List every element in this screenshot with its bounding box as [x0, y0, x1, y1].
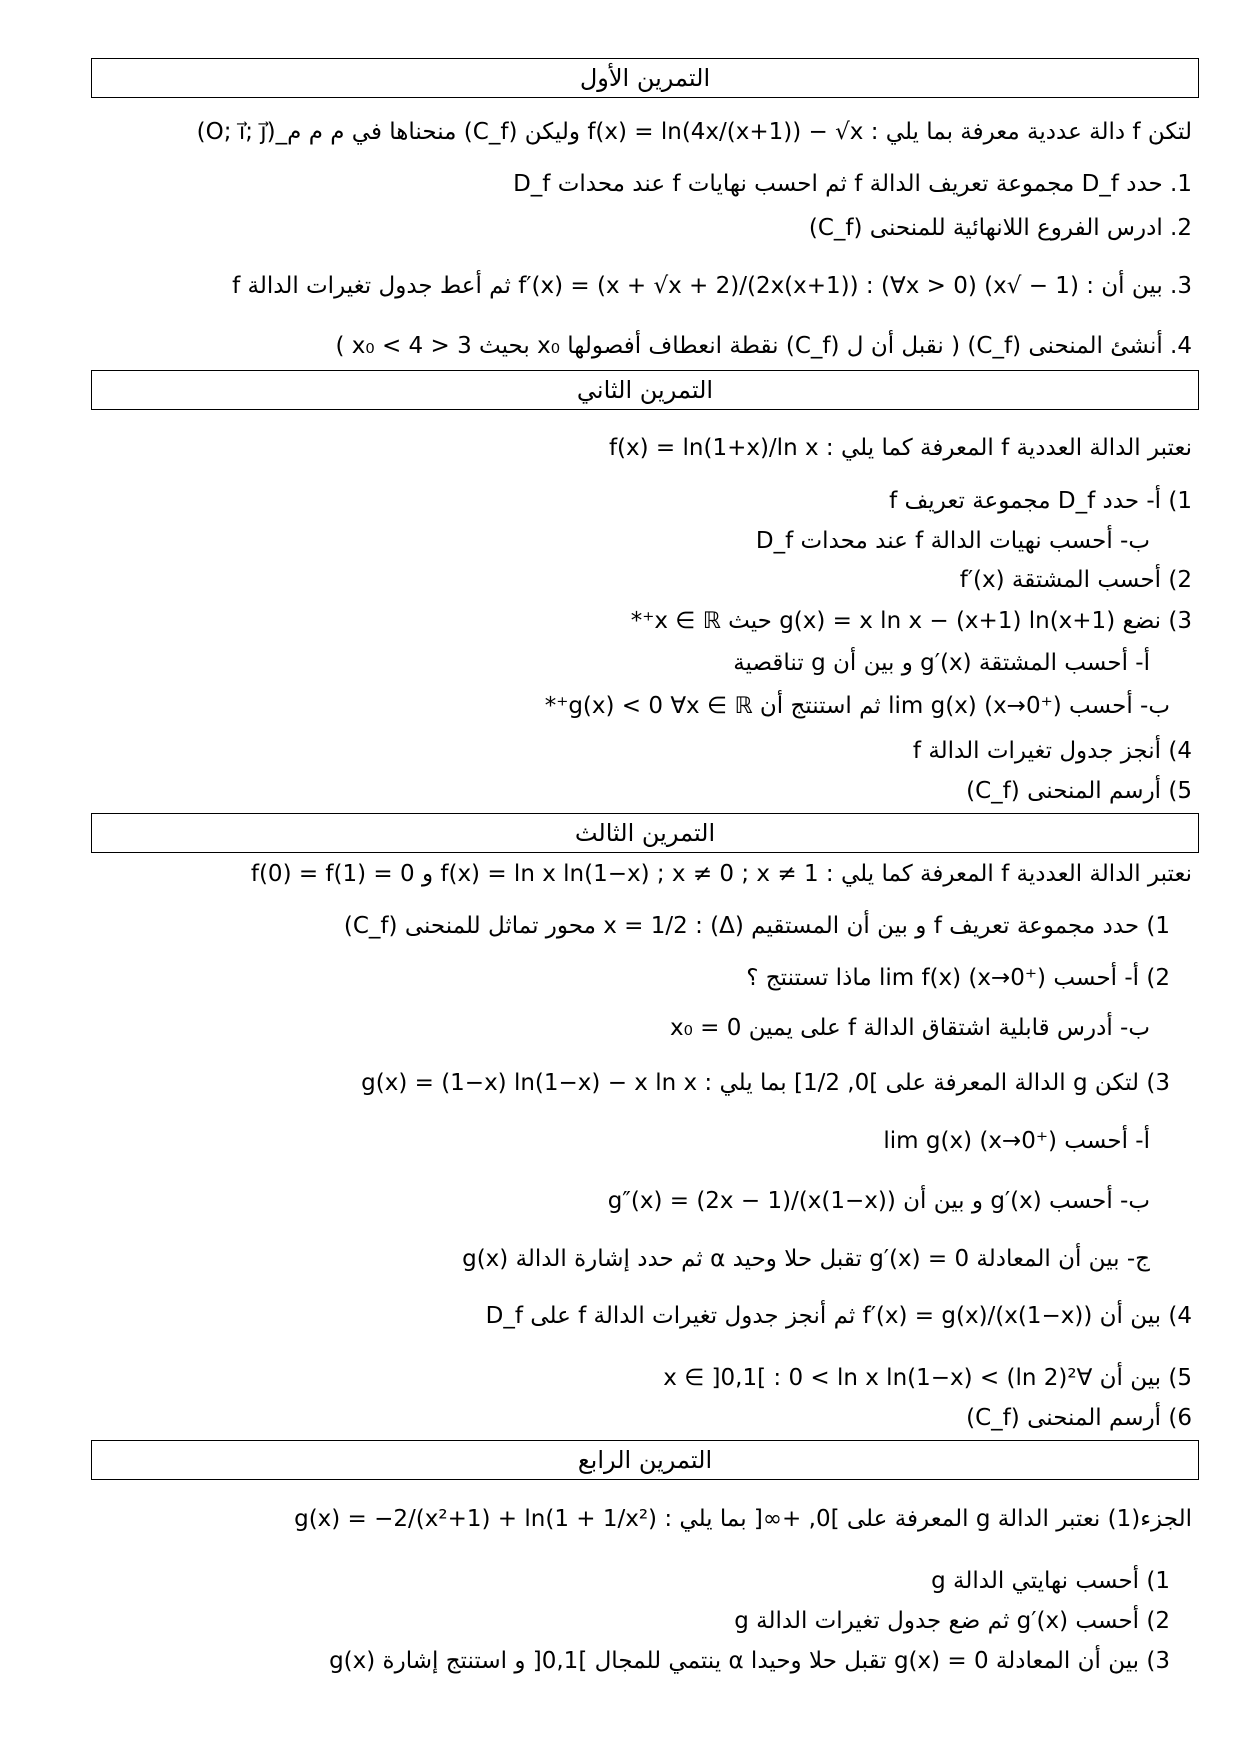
exercise-2-title: التمرين الثاني: [91, 370, 1199, 410]
exercise-3-question-2b: ب- أدرس قابلية اشتقاق الدالة f على يمين x₀ = 0: [670, 1015, 1150, 1041]
exercise-1-title: التمرين الأول: [91, 58, 1199, 98]
exercise-4-question-1: 1) أحسب نهايتي الدالة g: [931, 1568, 1170, 1594]
exercise-3-question-2a: 2) أ- أحسب lim f(x) (x→0⁺) ماذا تستنتج ؟: [746, 965, 1170, 991]
exercise-4-question-2: 2) أحسب g′(x) ثم ضع جدول تغيرات الدالة g: [734, 1608, 1170, 1634]
exercise-2-question-3b: ب- أحسب lim g(x) (x→0⁺) ثم استنتج أن g(x) < 0 ∀x ∈ ℝ⁺*: [544, 693, 1170, 719]
exercise-1-question-1: 1. حدد D_f مجموعة تعريف الدالة f ثم احسب نهايات f عند محدات D_f: [513, 171, 1192, 197]
exercise-3-question-1: 1) حدد مجموعة تعريف f و بين أن المستقيم (Δ) : x = 1/2 محور تماثل للمنحنى (C_f): [343, 913, 1170, 939]
exercise-3-question-5: 5) بين أن ∀x ∈ ]0,1[ : 0 < ln x ln(1−x) < (ln 2)²: [663, 1365, 1192, 1391]
exercise-2-question-2: 2) أحسب المشتقة f′(x): [959, 567, 1192, 593]
exercise-3-question-3c: ج- بين أن المعادلة g′(x) = 0 تقبل حلا وحيد α ثم حدد إشارة الدالة g(x): [462, 1246, 1150, 1272]
exercise-1-question-4: 4. أنشئ المنحنى (C_f) ( نقبل أن ل (C_f) نقطة انعطاف أفصولها x₀ بحيث 3 < x₀ < 4 ): [335, 333, 1192, 359]
exercise-2-intro: نعتبر الدالة العددية f المعرفة كما يلي : f(x) = ln(1+x)/ln x: [608, 435, 1192, 461]
exercise-2-question-5: 5) أرسم المنحنى (C_f): [966, 778, 1192, 804]
exercise-3-question-3: 3) لتكن g الدالة المعرفة على ]0, 1/2] بما يلي : g(x) = (1−x) ln(1−x) − x ln x: [361, 1070, 1170, 1096]
exercise-3-title: التمرين الثالث: [91, 813, 1199, 853]
exercise-4-intro: الجزء(1) نعتبر الدالة g المعرفة على ]0, +∞[ بما يلي : g(x) = −2/(x²+1) + ln(1 + 1/x²): [294, 1506, 1192, 1532]
exercise-2-question-1b: ب- أحسب نهيات الدالة f عند محدات D_f: [755, 528, 1150, 554]
exercise-3-question-6: 6) أرسم المنحنى (C_f): [966, 1405, 1192, 1431]
exercise-2-question-1a: 1) أ- حدد D_f مجموعة تعريف f: [889, 488, 1192, 514]
exercise-4-question-3: 3) بين أن المعادلة g(x) = 0 تقبل حلا وحيدا α ينتمي للمجال ]0,1[ و استنتج إشارة g(x): [329, 1648, 1170, 1674]
exercise-2-question-3a: أ- أحسب المشتقة g′(x) و بين أن g تناقصية: [733, 650, 1150, 676]
exercise-2-question-3: 3) نضع g(x) = x ln x − (x+1) ln(x+1) حيث x ∈ ℝ⁺*: [630, 608, 1192, 634]
exercise-3-intro: نعتبر الدالة العددية f المعرفة كما يلي : f(x) = ln x ln(1−x) ; x ≠ 0 ; x ≠ 1 و f(0) = f(1) = 0: [250, 861, 1192, 887]
exercise-3-question-3b: ب- أحسب g′(x) و بين أن g″(x) = (2x − 1)/(x(1−x)): [607, 1188, 1150, 1214]
exercise-1-question-3: 3. بين أن : (1 − √x) f′(x) = (x + √x + 2)/(2x(x+1)) : (∀x > 0) ثم أعط جدول تغيرات الدالة f: [232, 273, 1192, 299]
exercise-4-title: التمرين الرابع: [91, 1440, 1199, 1480]
exercise-3-question-4: 4) بين أن f′(x) = g(x)/(x(1−x)) ثم أنجز جدول تغيرات الدالة f على D_f: [485, 1303, 1192, 1329]
exercise-2-question-4: 4) أنجز جدول تغيرات الدالة f: [912, 738, 1192, 764]
exercise-1-question-2: 2. ادرس الفروع اللانهائية للمنحنى (C_f): [808, 215, 1192, 241]
exercise-1-intro: لتكن f دالة عددية معرفة بما يلي : f(x) = ln(4x/(x+1)) − √x وليكن (C_f) منحناها في م م م_(O; i⃗; j⃗): [196, 119, 1192, 145]
exercise-3-question-3a: أ- أحسب lim g(x) (x→0⁺): [883, 1128, 1150, 1154]
